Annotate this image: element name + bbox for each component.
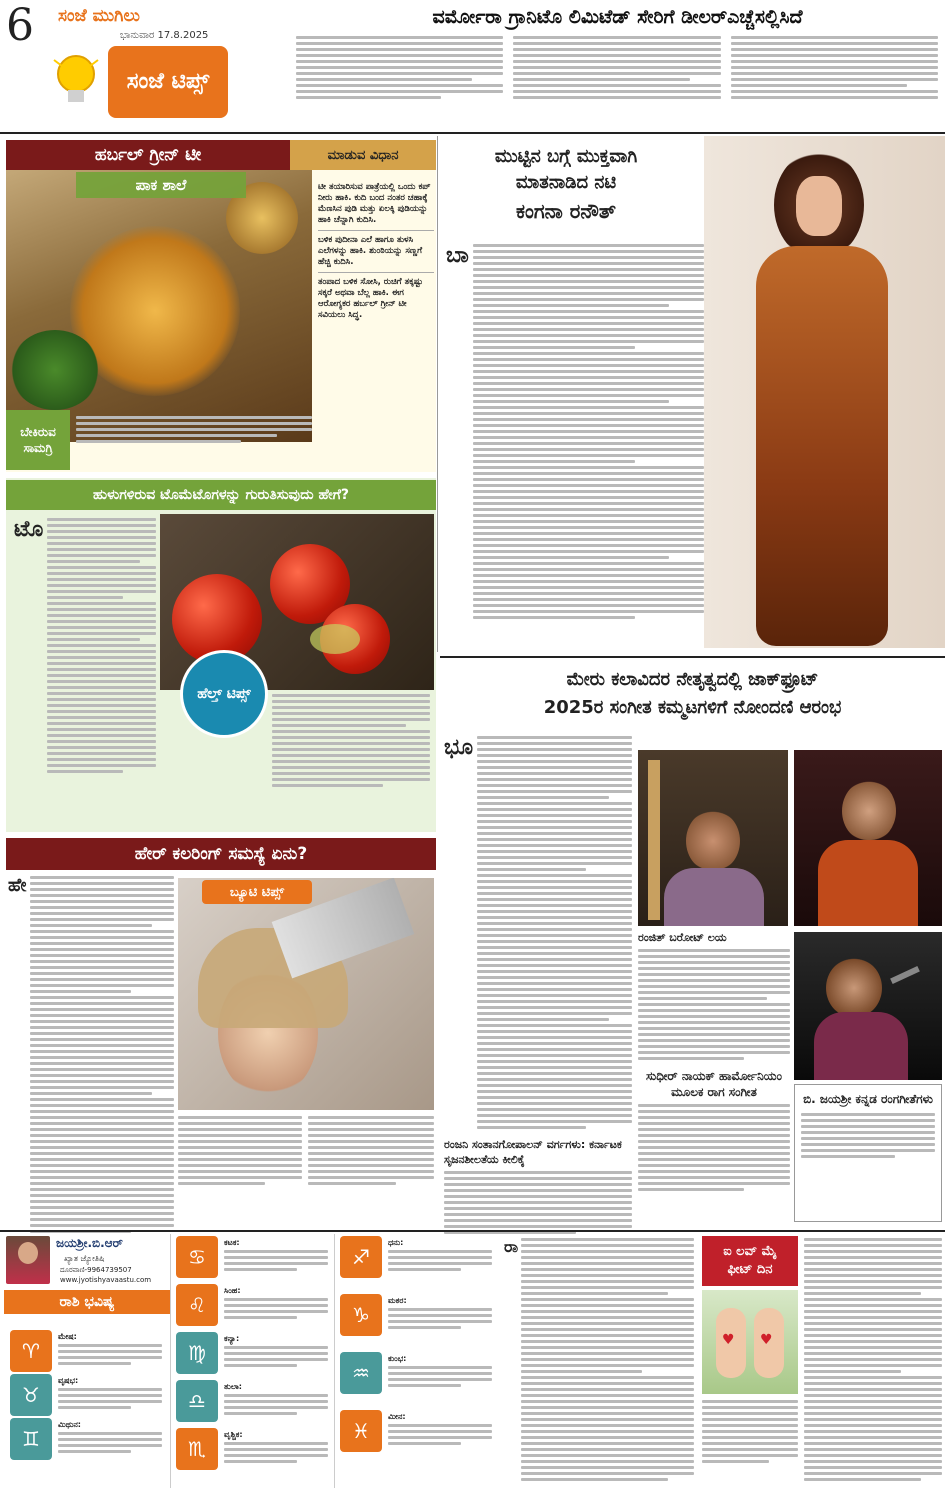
zodiac-sign-name: ಕನ್ಯಾ:: [224, 1334, 240, 1343]
bulb-icon: [52, 52, 100, 112]
singer-photo-1: [638, 750, 788, 926]
tea-photo: [6, 170, 312, 442]
tomato-section: [6, 478, 436, 832]
music-dropcap: ಭೂ: [444, 735, 474, 760]
hair-body-col-3: [308, 1116, 434, 1222]
method-label: ಮಾಡುವ ವಿಧಾನ: [327, 147, 399, 163]
zodiac-sign-name: ಕುಂಭ:: [388, 1354, 407, 1363]
zodiac-text-lines: [224, 1298, 328, 1319]
ingredients-label-bar: [6, 410, 70, 470]
hair-body-left: [8, 876, 174, 1222]
zodiac-sign-name: ಮಕರ:: [388, 1296, 407, 1305]
feet-body-col-2: [702, 1400, 798, 1484]
feet-badge: [702, 1236, 798, 1286]
zodiac-text-lines: [58, 1388, 162, 1409]
astrologer-website: www.jyotishyavaastu.com: [60, 1276, 152, 1284]
herbal-tea-title-bar: [6, 140, 290, 170]
singer-caption: ಬಿ. ಜಯಶ್ರೀ ಕನ್ನಡ ರಂಗಗೀತೆಗಳು: [803, 1092, 933, 1106]
hair-body-col-2: [178, 1116, 302, 1222]
section-badge-label: ಸಂಜೆ ಟಿಪ್ಸ್: [126, 69, 210, 94]
music-headline-2: 2025ರ ಸಂಗೀತ ಕಮ್ಮಟಗಳಿಗೆ ನೋಂದಣಿ ಆರಂಭ: [543, 697, 842, 718]
cancer-icon: ♋: [176, 1236, 218, 1278]
ingredients-label: ಬೇಕಿರುವ ಸಾಮಗ್ರಿ: [20, 425, 56, 455]
tomato-headline: ಹುಳುಗಳಿರುವ ಟೊಮೆಟೊಗಳನ್ನು ಗುರುತಿಸುವುದು ಹೇಗೆ?: [92, 487, 350, 503]
zodiac-text-lines: [224, 1250, 328, 1271]
zodiac-sign-name: ವೃಷಭ:: [58, 1376, 79, 1385]
music-body-col-2: [638, 930, 790, 1222]
sagittarius-icon: ♐: [340, 1236, 382, 1278]
zodiac-text-lines: [388, 1250, 492, 1271]
pisces-icon: ♓: [340, 1410, 382, 1452]
masthead: [0, 0, 280, 128]
singer-photo-2: [794, 750, 942, 926]
heart-icon: ♥: [760, 1332, 773, 1348]
hair-photo: [178, 878, 434, 1110]
tea-step-2: ಬಳಿಕ ಪುದೀನಾ ಎಲೆ ಹಾಗೂ ತುಳಸಿ ಎಲೆಗಳನ್ನು ಹಾಕಿ. ಶುಂಠಿಯನ್ನು ಸಣ್ಣಗೆ ಹೆಚ್ಚಿ ಕುದಿಸಿ.: [318, 231, 434, 273]
music-headline-1: ಮೇರು ಕಲಾವಿದರ ನೇತೃತ್ವದಲ್ಲಿ ಜಾಕ್‌ಫ್ರೂಟ್: [566, 669, 819, 690]
astrologer-phone: ದೂರವಾಣಿ-9964739507: [60, 1266, 132, 1274]
zodiac-sign-name: ತುಲಾ:: [224, 1382, 242, 1391]
music-subhead-2: ರಂಜಿತ್ ಬರೋಟ್ ಲಯ: [638, 931, 727, 944]
actress-headline-1: ಮುಟ್ಟಿನ ಬಗ್ಗೆ ಮುಕ್ತವಾಗಿ: [494, 146, 638, 167]
section-badge: [108, 46, 228, 118]
tea-step-1: ಟೀ ತಯಾರಿಸುವ ಪಾತ್ರೆಯಲ್ಲಿ ಒಂದು ಕಪ್ ನೀರು ಹಾಕಿ. ಕುದಿ ಬಂದ ನಂತರ ಚಹಾಕ್ಕೆ ಮೆಣಸಿನ ಪುಡಿ ಮತ್ತು ಏಲಕ್ಕಿ ಪುಡಿಯನ್ನು ಹಾಕಿ ಚೆನ್ನಾಗಿ ಕುದಿಸಿ.: [318, 182, 434, 231]
music-subhead-1: ರಂಜನಿ ಸಂತಾನಗೋಪಾಲನ್ ವರ್ಗಗಳು: ಕರ್ನಾಟಕ ಸೃಜನಶೀಲತೆಯ ಕೀಲಿಕೈ: [444, 1138, 622, 1166]
virgo-icon: ♍: [176, 1332, 218, 1374]
feet-badge-line-2: ಫೀಟ್ ದಿನ: [727, 1262, 773, 1277]
paper-name: ಸಂಜೆ ಮುಗಿಲು: [58, 6, 140, 26]
zodiac-text-lines: [388, 1366, 492, 1387]
feet-dropcap: ರಾ: [504, 1237, 519, 1256]
zodiac-text-lines: [224, 1442, 328, 1463]
lead-headline: ವರ್ಮೋರಾ ಗ್ರಾನಿಟೊ ಲಿಮಿಟೆಡ್ ಸೇರಿಗೆ ಡೀಲರ್‌ಎಚ್ಚೆಸಲ್ಲಿಸಿದೆ: [432, 6, 803, 28]
hair-dropcap: ಹೇ: [8, 875, 27, 896]
feet-body-col-1: [504, 1238, 694, 1484]
tea-step-3: ತಂಪಾದ ಬಳಿಕ ಸೋಸಿ, ರುಚಿಗೆ ತಕ್ಕಷ್ಟು ಸಕ್ಕರೆ ಅಥವಾ ಬೆಲ್ಲ ಹಾಕಿ. ಈಗ ಆರೋಗ್ಯಕರ ಹರ್ಬಲ್ ಗ್ರೀನ್ ಟೀ ಸವಿಯಲು ಸಿದ್ಧ.: [318, 277, 423, 320]
zodiac-sign-name: ಸಿಂಹ:: [224, 1286, 241, 1295]
horoscope-title-bar: [4, 1290, 170, 1314]
issue-date: ಭಾನುವಾರ 17.8.2025: [120, 30, 209, 41]
aries-icon: ♈: [10, 1330, 52, 1372]
tomato-headline-bar: [6, 480, 436, 510]
scorpio-icon: ♏: [176, 1428, 218, 1470]
singer-caption-box: [794, 1084, 942, 1222]
feet-body-col-3: [804, 1238, 942, 1484]
zodiac-text-lines: [388, 1308, 492, 1329]
taurus-icon: ♉: [10, 1374, 52, 1416]
health-tips-badge: [180, 650, 268, 738]
libra-icon: ♎: [176, 1380, 218, 1422]
ingredients-list: [76, 416, 312, 443]
zodiac-sign-name: ಕಟಕ:: [224, 1238, 240, 1247]
tomato-body-left: [14, 518, 156, 826]
hair-section: [6, 838, 436, 1226]
horoscope-title: ರಾಶಿ ಭವಿಷ್ಯ: [59, 1294, 115, 1310]
tomato-dropcap: ಟೊ: [14, 517, 44, 542]
aquarius-icon: ♒: [340, 1352, 382, 1394]
zodiac-text-lines: [58, 1344, 162, 1365]
herbal-tea-section: [6, 140, 436, 472]
capricorn-icon: ♑: [340, 1294, 382, 1336]
astrologer-photo: [6, 1236, 50, 1284]
horoscope-section: [4, 1234, 498, 1488]
heart-icon: ♥: [722, 1332, 735, 1348]
actress-headline-2: ಮಾತನಾಡಿದ ನಟಿ: [515, 172, 617, 193]
zodiac-text-lines: [388, 1424, 492, 1445]
feet-section: [500, 1234, 945, 1488]
astrologer-card: [4, 1234, 170, 1286]
actress-body: [446, 244, 704, 648]
leo-icon: ♌: [176, 1284, 218, 1326]
zodiac-sign-name: ಮೀನ:: [388, 1412, 406, 1421]
health-tips-label: ಹೆಲ್ತ್ ಟಿಪ್ಸ್: [197, 686, 251, 702]
tea-steps: [318, 182, 434, 472]
herbal-tea-title: ಹರ್ಬಲ್ ಗ್ರೀನ್ ಟೀ: [94, 145, 202, 165]
lead-body: [296, 36, 938, 128]
beauty-tips-badge: [202, 880, 312, 904]
astrologer-title: ಖ್ಯಾತ ಜ್ಯೋತಿಷಿ: [64, 1254, 105, 1263]
method-label-bar: [290, 140, 436, 170]
zodiac-text-lines: [224, 1394, 328, 1415]
feet-photo: [702, 1290, 798, 1394]
actress-headline-block: [446, 144, 686, 226]
kitchen-label: ಪಾಕ ಶಾಲೆ: [135, 176, 187, 194]
lead-story: [290, 0, 945, 132]
page-number: 6: [6, 0, 34, 51]
actress-headline-3: ಕಂಗನಾ ರನೌತ್: [515, 199, 617, 223]
zodiac-sign-name: ಧನು:: [388, 1238, 404, 1247]
tomato-body-right: [272, 694, 430, 826]
actress-photo: [704, 136, 945, 648]
hair-headline-bar: [6, 838, 436, 870]
actress-section: [440, 136, 945, 652]
actress-dropcap: ಬಾ: [446, 243, 469, 268]
astrologer-name: ಜಯಶ್ರೀ.ಬಿ.ಆರ್: [56, 1236, 123, 1250]
music-section: [440, 660, 945, 1226]
zodiac-text-lines: [58, 1432, 162, 1453]
zodiac-sign-name: ವೃಶ್ಚಿಕ:: [224, 1430, 243, 1439]
music-body-col-1: [444, 736, 632, 1222]
music-subhead-3: ಸುಧೀರ್ ನಾಯಕ್ ಹಾರ್ಮೋನಿಯಂ ಮೂಲಕ ರಾಗ ಸಂಗೀತ: [646, 1069, 782, 1099]
zodiac-text-lines: [224, 1346, 328, 1367]
beauty-tips-label: ಬ್ಯೂಟಿ ಟಿಪ್ಸ್: [229, 884, 285, 900]
zodiac-sign-name: ಮಿಥುನ:: [58, 1420, 82, 1429]
hair-headline: ಹೇರ್ ಕಲರಿಂಗ್ ಸಮಸ್ಯೆ ಏನು?: [134, 844, 308, 864]
feet-badge-line-1: ಐ ಲವ್ ಮೈ: [723, 1244, 777, 1259]
kitchen-label-bar: [76, 172, 246, 198]
zodiac-sign-name: ಮೇಷ:: [58, 1332, 77, 1341]
gemini-icon: ♊: [10, 1418, 52, 1460]
singer-photo-3: [794, 932, 942, 1080]
